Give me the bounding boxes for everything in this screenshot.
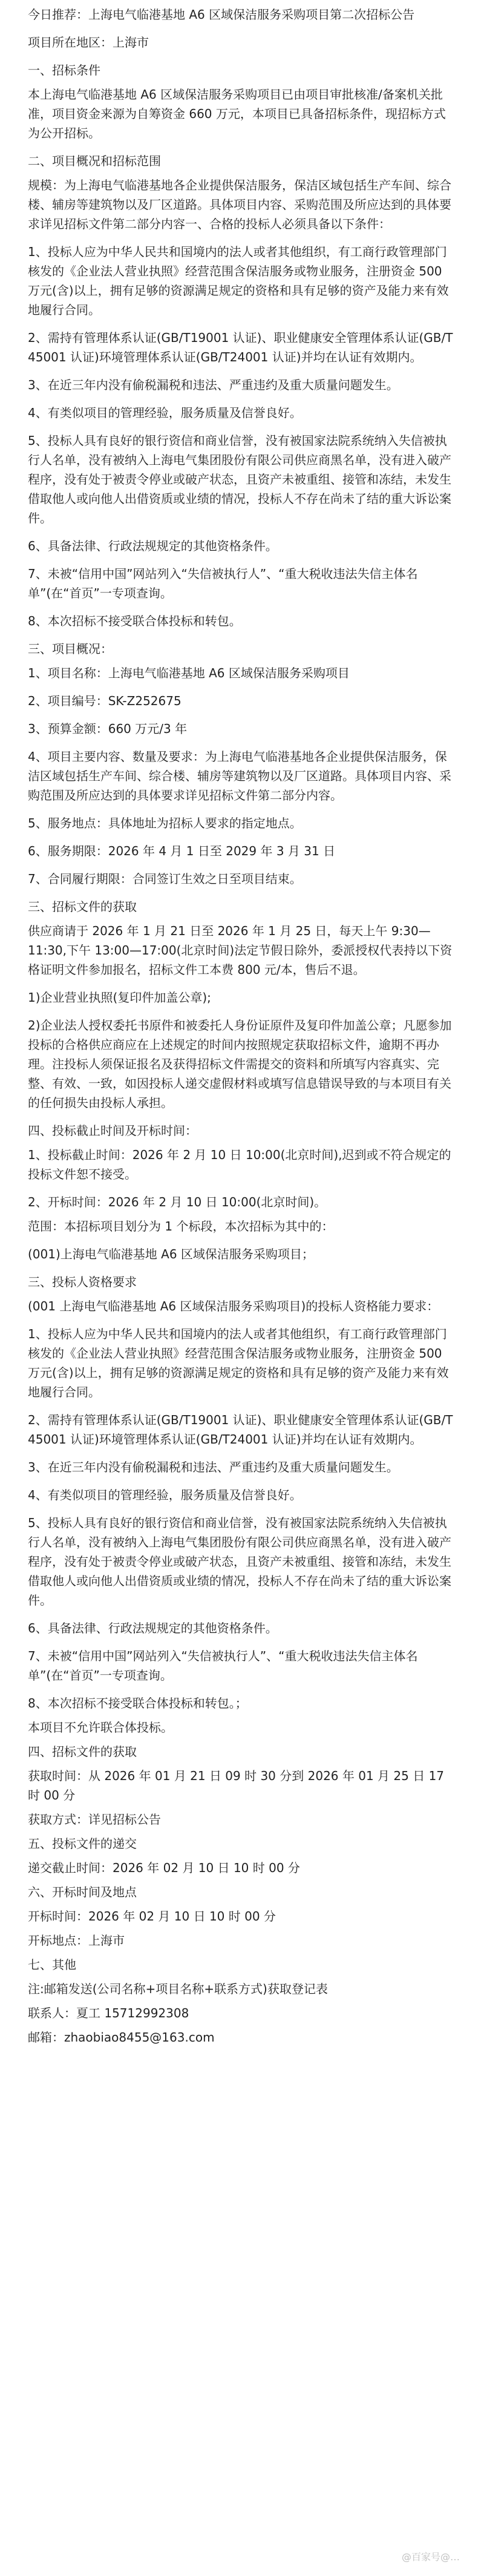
paragraph: 7、合同履行期限：合同签订生效之日至项目结束。 xyxy=(28,872,302,886)
paragraph: 1、投标截止时间：2026 年 2 月 10 日 10:00(北京时间),迟到或不符合规定的投标文件恕不接受。 xyxy=(28,1148,451,1181)
paragraph: 三、招标文件的获取 xyxy=(28,899,137,914)
paragraph: 1、项目名称：上海电气临港基地 A6 区域保洁服务采购项目 xyxy=(28,666,350,680)
paragraph: 3、在近三年内没有偷税漏税和违法、严重违约及重大质量问题发生。 xyxy=(28,378,399,392)
paragraph: 本项目不允许联合体投标。 xyxy=(28,1720,173,1735)
paragraph: 六、开标时间及地点 xyxy=(28,1885,137,1899)
paragraph: 四、投标截止时间及开标时间： xyxy=(28,1123,197,1138)
paragraph: 5、投标人具有良好的银行资信和商业信誉，没有被国家法院系统纳入失信被执行人名单，没有被纳入上海电气集团股份有限公司供应商黑名单，没有进入破产程序，没有处于被责令停业或破产状态，且资产未被重组、接管和冻结，未发生借取他人或向他人出借资质或业绩的情况，投标人不存在尚未了结的重大诉讼案件。 xyxy=(28,1516,451,1608)
watermark: @百家号@… xyxy=(401,2551,460,2563)
paragraph: (001)上海电气临港基地 A6 区域保洁服务采购项目； xyxy=(28,1247,314,1261)
paragraph: 供应商请于 2026 年 1 月 21 日至 2026 年 1 月 25 日，每天上午 9:30—11:30,下午 13:00—17:00(北京时间)法定节假日除外，委派授权代表持以下资格证明文件参加报名，招标文件工本费 800 元/本，售后不退。 xyxy=(28,924,453,977)
paragraph: 6、具备法律、行政法规规定的其他资格条件。 xyxy=(28,539,278,553)
paragraph: 注:邮箱发送(公司名称+项目名称+联系方式)获取登记表 xyxy=(28,1982,328,1996)
paragraph: 3、在近三年内没有偷税漏税和违法、严重违约及重大质量问题发生。 xyxy=(28,1460,399,1474)
paragraph: 2、需持有管理体系认证(GB/T19001 认证)、职业健康安全管理体系认证(GB/T 45001 认证)环境管理体系认证(GB/T24001 认证)并均在认证有效期内。 xyxy=(28,1413,453,1447)
paragraph: 4、有类似项目的管理经验，服务质量及信誉良好。 xyxy=(28,1488,302,1502)
paragraph: 七、其他 xyxy=(28,1957,76,1972)
paragraph: 三、投标人资格要求 xyxy=(28,1275,137,1289)
paragraph: 2、项目编号：SK-Z252675 xyxy=(28,694,182,708)
paragraph: 5、服务地点：具体地址为招标人要求的指定地点。 xyxy=(28,816,302,830)
paragraph: 范围：本招标项目划分为 1 个标段，本次招标为其中的： xyxy=(28,1219,334,1234)
paragraph: 项目所在地区：上海市 xyxy=(28,35,149,50)
paragraph: 邮箱：zhaobiao8455@163.com xyxy=(28,2030,215,2045)
paragraph: 8、本次招标不接受联合体投标和转包。； xyxy=(28,1696,247,1710)
paragraph: 6、具备法律、行政法规规定的其他资格条件。 xyxy=(28,1621,278,1635)
paragraph: 二、项目概况和招标范围 xyxy=(28,154,161,168)
paragraph: 一、招标条件 xyxy=(28,63,100,77)
paragraph: 今日推荐：上海电气临港基地 A6 区域保洁服务采购项目第二次招标公告 xyxy=(28,7,415,22)
paragraph: 2、开标时间：2026 年 2 月 10 日 10:00(北京时间)。 xyxy=(28,1195,327,1209)
paragraph: 7、未被“信用中国”网站列入“失信被执行人”、“重大税收违法失信主体名单”(在“首页”一专项查询。 xyxy=(28,567,418,600)
paragraph: 规模：为上海电气临港基地各企业提供保洁服务，保洁区域包括生产车间、综合楼、辅房等建筑物以及厂区道路。具体项目内容、采购范围及所应达到的具体要求详见招标文件第二部分内容一、合格的投标人必须具备以下条件： xyxy=(28,178,451,231)
paragraph: 联系人：夏工 15712992308 xyxy=(28,2006,189,2020)
paragraph: 1、投标人应为中华人民共和国境内的法人或者其他组织，有工商行政管理部门核发的《企业法人营业执照》经营范围含保洁服务或物业服务，注册资金 500 万元(含)以上，拥有足够的资源满足规定的资格和具有足够的资产及能力来有效地履行合同。 xyxy=(28,245,449,317)
paragraph: 本上海电气临港基地 A6 区域保洁服务采购项目已由项目审批核准/备案机关批准，项目资金来源为自筹资金 660 万元，本项目已具备招标条件，现招标方式为公开招标。 xyxy=(28,87,446,140)
paragraph: 1、投标人应为中华人民共和国境内的法人或者其他组织，有工商行政管理部门核发的《企业法人营业执照》经营范围含保洁服务或物业服务，注册资金 500 万元(含)以上，拥有足够的资源满足规定的资格和具有足够的资产及能力来有效地履行合同。 xyxy=(28,1327,449,1399)
paragraph: 6、服务期限：2026 年 4 月 1 日至 2029 年 3 月 31 日 xyxy=(28,844,336,858)
paragraph: 2、需持有管理体系认证(GB/T19001 认证)、职业健康安全管理体系认证(GB/T 45001 认证)环境管理体系认证(GB/T24001 认证)并均在认证有效期内。 xyxy=(28,330,453,364)
paragraph: 8、本次招标不接受联合体投标和转包。 xyxy=(28,614,241,628)
paragraph: 四、招标文件的获取 xyxy=(28,1744,137,1759)
paragraph: 4、项目主要内容、数量及要求：为上海电气临港基地各企业提供保洁服务，保洁区域包括生产车间、综合楼、辅房等建筑物以及厂区道路。具体项目内容、采购范围及所应达到的具体要求详见招标文件第二部分内容。 xyxy=(28,749,451,803)
paragraph: 三、项目概况： xyxy=(28,642,113,656)
paragraph: 获取时间：从 2026 年 01 月 21 日 09 时 30 分到 2026 年 01 月 25 日 17 时 00 分 xyxy=(28,1769,445,1802)
paragraph: 五、投标文件的递交 xyxy=(28,1836,137,1851)
paragraph: 获取方式：详见招标公告 xyxy=(28,1812,161,1827)
paragraph: 1)企业营业执照(复印件加盖公章); xyxy=(28,990,211,1005)
paragraph: 4、有类似项目的管理经验，服务质量及信誉良好。 xyxy=(28,406,302,420)
paragraph: 5、投标人具有良好的银行资信和商业信誉，没有被国家法院系统纳入失信被执行人名单，没有被纳入上海电气集团股份有限公司供应商黑名单，没有进入破产程序，没有处于被责令停业或破产状态，且资产未被重组、接管和冻结，未发生借取他人或向他人出借资质或业绩的情况，投标人不存在尚未了结的重大诉讼案件。 xyxy=(28,433,451,525)
paragraph: 3、预算金额：660 万元/3 年 xyxy=(28,721,188,736)
paragraph: 7、未被“信用中国”网站列入“失信被执行人”、“重大税收违法失信主体名单”(在“首页”一专项查询。 xyxy=(28,1649,418,1683)
paragraph: 2)企业法人授权委托书原件和被委托人身份证原件及复印件加盖公章；凡愿参加投标的合格供应商应在上述规定的时间内按照规定获取招标文件，逾期不再办理。注投标人须保证报名及获得招标文件需提交的资料和所填写内容真实、完整、有效、一致，如因投标人递交虚假材料或填写信息错误导致的与本项目有关的任何损失由投标人承担。 xyxy=(28,1018,452,1110)
paragraph: 递交截止时间：2026 年 02 月 10 日 10 时 00 分 xyxy=(28,1861,300,1875)
paragraph: 开标地点：上海市 xyxy=(28,1933,125,1948)
paragraph: 开标时间：2026 年 02 月 10 日 10 时 00 分 xyxy=(28,1909,276,1924)
paragraph: (001 上海电气临港基地 A6 区域保洁服务采购项目)的投标人资格能力要求： xyxy=(28,1299,439,1313)
